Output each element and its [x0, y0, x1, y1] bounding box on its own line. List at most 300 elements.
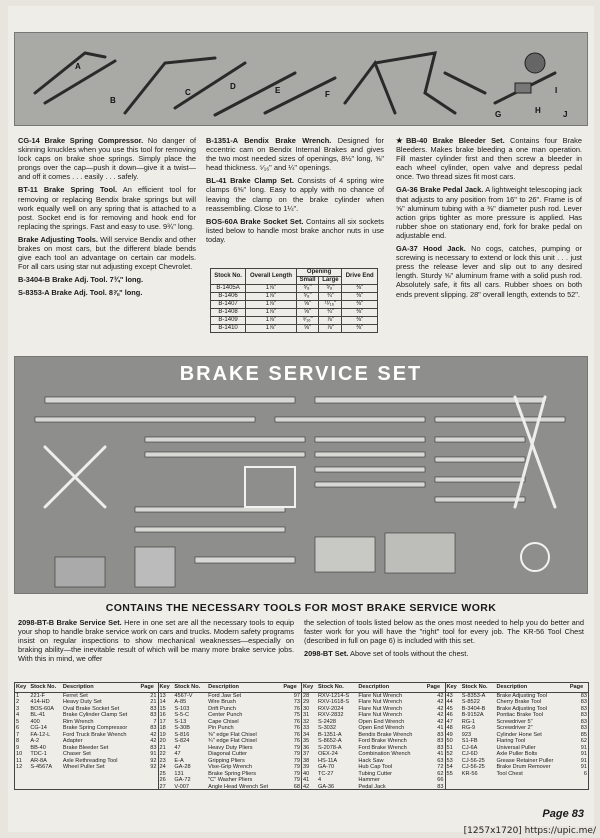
table-cell: Axle Puller Bolts	[496, 751, 538, 757]
table-cell: Brake Spring Pliers	[208, 770, 257, 777]
table-cell: 25	[159, 770, 166, 777]
text-column-1	[18, 136, 196, 302]
table-cell: 83	[580, 692, 587, 699]
table-cell: Ford Brake Wrench	[358, 738, 407, 744]
adjusting-title: Brake Adjusting Tools.	[18, 234, 98, 244]
table-cell: 21	[159, 744, 166, 751]
index-header-desc: Description	[207, 683, 282, 692]
table-cell: 49	[446, 731, 453, 738]
table-cell: 7	[153, 718, 157, 725]
table-cell: 2	[16, 699, 20, 705]
table-cell: 72	[437, 764, 444, 770]
brake-tools-photo	[14, 32, 588, 126]
table-cell: 4	[317, 777, 322, 783]
brake-service-set-title: BRAKE SERVICE SET	[179, 363, 423, 385]
table-cell: S1-FB	[461, 738, 478, 744]
table-cell: Flare Nut Wrench	[358, 705, 403, 712]
socket-table-cell: ⁵⁄₈"	[319, 285, 342, 293]
socket-table-cell: B-1408	[211, 309, 246, 317]
index-header-page: Page	[282, 683, 301, 692]
table-cell: Flare Nut Wrench	[358, 692, 403, 699]
socket-table-cell: ¹¹⁄₁₆"	[319, 301, 342, 309]
socket-table-cell: ⅜"	[342, 317, 378, 325]
table-cell: Combination Wrench	[358, 751, 411, 757]
table-cell: 43	[446, 692, 453, 699]
table-cell: 11	[16, 757, 22, 764]
table-cell: KR-56	[461, 770, 478, 777]
table-cell: CG-14	[30, 725, 47, 731]
socket-table-cell: ⁵⁄₈"	[296, 285, 319, 293]
photo-label-j: J	[563, 110, 568, 119]
table-cell: 12	[16, 764, 23, 770]
table-cell: BB-40	[30, 744, 46, 751]
col-drive: Drive End	[342, 269, 378, 285]
bb40-paragraph	[396, 136, 582, 181]
index-header-key: Key	[446, 683, 461, 692]
table-cell: 83	[580, 725, 587, 731]
table-cell: 23	[159, 757, 166, 764]
table-cell: 47	[174, 751, 181, 757]
photo-label-f: F	[325, 90, 330, 99]
table-cell: RXV-2024	[317, 705, 344, 712]
bos60a-body: Contains all six sockets listed below to handle most brake anchor nuts in use today.	[206, 216, 384, 244]
table-cell: Heavy Duty Pliers	[208, 744, 253, 751]
table-cell: 41	[303, 777, 310, 783]
table-cell: Tubing Cutter	[358, 770, 393, 777]
table-cell: Gripping Pliers	[208, 757, 245, 764]
table-cell: 31	[303, 712, 310, 718]
table-cell: 79	[293, 764, 300, 770]
socket-table-cell: ⅜"	[342, 309, 378, 317]
table-cell: 52	[446, 751, 453, 757]
table-cell: 14	[159, 699, 166, 705]
ga37-body: No cogs, catches, pumping or screwing is necessary to extend or lock this unit . . . just press the release lever and slip out to any desired length. Sturdy ⅝" aluminum frame with a solid push rod. Absolutely safe, it fits all cars. Rubber shoes on both ends prevent slipping. 28" overall length, extends to 52".	[396, 244, 582, 299]
table-cell: RXV-1214-S	[317, 692, 350, 699]
table-cell: S-3032	[317, 725, 337, 731]
table-cell: Pedal Jack	[358, 783, 386, 790]
catalog-page	[8, 6, 594, 832]
bb40-title: ★BB-40 Brake Bleeder Set.	[396, 136, 505, 145]
table-cell: Angle Head Wrench Set	[208, 783, 269, 790]
table-cell: 47	[446, 718, 453, 725]
b1351a-title: B-1351-A Bendix Brake Wrench.	[206, 136, 332, 145]
table-cell: 41	[437, 725, 444, 731]
table-cell: 45	[446, 705, 453, 712]
table-cell: 50	[446, 738, 453, 744]
col-stock: Stock No.	[211, 269, 246, 285]
table-cell: 76	[293, 718, 300, 725]
table-cell: HS-11A	[317, 757, 338, 764]
table-cell: 92	[150, 757, 157, 764]
socket-table-cell: 1⅞"	[246, 309, 297, 317]
table-cell: 83	[580, 705, 587, 712]
socket-table	[210, 268, 378, 333]
table-cell: Universal Puller	[496, 744, 536, 751]
table-cell: GA-72	[174, 777, 191, 783]
table-cell: 46	[446, 712, 453, 718]
table-cell: Hack Saw	[358, 757, 384, 764]
socket-table-cell: B-1410	[211, 325, 246, 333]
table-cell: E-A	[174, 757, 184, 764]
socket-table-row	[211, 285, 378, 293]
table-cell: 79	[293, 757, 300, 764]
table-cell: 83	[437, 738, 444, 744]
col-small: Small	[296, 277, 319, 285]
adjusting-body: Will service Bendix and other brakes on most cars, but the different blade bends give each tool an advantage on certain car models. For all cars using star nut adjusting except Chevrolet.	[18, 234, 196, 272]
table-cell: 79	[293, 751, 300, 757]
table-row	[446, 692, 589, 699]
index-header-stock: Stock No.	[317, 683, 357, 692]
ga36-body: A lightweight telescoping jack that adjusts to any position from 16" to 26". Frame is of ⅝" aluminum tubing with a ⅜" diameter push rod. Lever action grips tighter as more pressure is applied. Has rubber shoe on stationary end, fork for brake pedal on adjustable end.	[396, 185, 583, 240]
table-row	[159, 692, 302, 699]
table-cell: 76	[293, 738, 300, 744]
table-cell: 21	[150, 699, 157, 705]
table-cell: S-5-C	[174, 712, 189, 718]
b3404b-line: B-3404-B Brake Adj. Tool. 7¾" long.	[18, 275, 144, 285]
table-cell: Flare Nut Wrench	[358, 712, 403, 718]
table-cell: Heavy Duty Set	[62, 699, 102, 705]
table-cell: 39	[303, 764, 310, 770]
text-column-3	[396, 136, 582, 303]
table-cell: 29	[303, 699, 310, 705]
cg14-paragraph	[18, 136, 196, 181]
table-cell: 76	[293, 731, 300, 738]
table-cell: Pontiac Brake Tool	[496, 712, 543, 718]
table-cell: 28	[303, 692, 310, 699]
table-cell: Cylinder Hone Set	[496, 731, 542, 738]
table-cell: 68	[293, 783, 300, 790]
set-right-body: the selection of tools listed below as the ones most needed to help you do better and faster work for you will have the "right" tool for every job. The KR-56 Tool Chest (described in full on page 6) is included with this set.	[304, 618, 584, 646]
table-cell: 83	[437, 731, 444, 738]
table-row	[302, 692, 445, 699]
table-cell: 42	[150, 731, 157, 738]
table-cell: 42	[437, 692, 444, 699]
socket-table-cell: ⅝"	[296, 325, 319, 333]
table-cell: 42	[437, 718, 444, 725]
tool-index-column	[302, 683, 446, 789]
table-cell: 13	[159, 692, 166, 699]
table-row	[159, 784, 302, 791]
table-cell: 62	[580, 738, 587, 744]
index-header-desc: Description	[62, 683, 140, 692]
table-cell: TDC-1	[30, 751, 47, 757]
table-cell: 73	[293, 699, 300, 705]
table-cell: Center Punch	[208, 712, 243, 718]
set-2098-bt-b-body: Here in one set are all the necessary tools to equip your shop to handle brake service work on cars and trucks. Modern safety programs insist on regular inspections to show mechanical weaknesses—especially on braking ability—the inevitable result of which will be many more brake service jobs. With this in mind, we offer	[18, 618, 294, 664]
table-cell: 42	[437, 699, 444, 705]
socket-table-cell: 1⅞"	[246, 317, 297, 325]
table-cell: Tool Chest	[496, 770, 523, 777]
table-cell: 4567-V	[174, 692, 193, 699]
socket-table-cell: ⅜"	[342, 301, 378, 309]
table-cell: TC-27	[317, 770, 334, 777]
table-cell: Screwdriver 5"	[496, 718, 533, 725]
table-cell: Flare Nut Wrench	[358, 699, 403, 705]
ga36-paragraph	[396, 185, 582, 240]
table-cell: 79	[293, 770, 300, 777]
table-cell: Brake Cylinder Clamp Set	[62, 712, 128, 718]
bt11-body: An efficient tool for removing or replacing Bendix brake springs but will work equally well on any spring that is attached to a post. Socket end is for removing and hook end for replacing the springs. Fast and easy to use. 9¾" long.	[18, 185, 196, 231]
table-cell: 9	[16, 744, 20, 751]
photo-label-g: G	[495, 110, 502, 119]
table-cell: Bendix Brake Wrench	[358, 731, 413, 738]
table-cell: Brake Adjusting Tool	[496, 705, 548, 712]
table-cell: S-103	[174, 705, 190, 712]
table-cell: S-816	[174, 731, 190, 738]
table-cell: Cape Chisel	[208, 718, 239, 725]
photo-label-b: B	[110, 96, 116, 105]
table-cell: 21	[150, 692, 157, 699]
table-cell: Grease Retainer Puller	[496, 757, 554, 764]
b1351a-paragraph	[206, 136, 384, 172]
table-cell: Axle Rethreading Tool	[62, 757, 118, 764]
table-cell: Open End Wrench	[358, 725, 405, 731]
photo-label-i: I	[555, 86, 558, 95]
table-row	[15, 764, 158, 771]
photo-label-c: C	[185, 88, 191, 97]
table-cell: BL-41	[30, 712, 46, 718]
table-cell: Ford Jaw Set	[208, 692, 242, 699]
socket-table-cell: ⁹⁄₁₆"	[296, 317, 319, 325]
table-cell: Hub Cap Tool	[358, 764, 393, 770]
set-headline: CONTAINS THE NECESSARY TOOLS FOR MOST BRAKE SERVICE WORK	[105, 602, 497, 614]
table-cell: 36	[303, 744, 310, 751]
table-cell: Diagonal Cutter	[208, 751, 248, 757]
socket-table-cell: ⅞"	[319, 325, 342, 333]
photo-label-h: H	[535, 106, 541, 115]
table-cell: RG-9	[461, 725, 476, 731]
index-header-page: Page	[426, 683, 445, 692]
set-description-left	[18, 618, 294, 667]
table-cell: 20	[159, 738, 166, 744]
table-cell: 54	[446, 764, 453, 770]
cg14-title: CG-14 Brake Spring Compressor.	[18, 136, 144, 145]
index-header-stock: Stock No.	[173, 683, 207, 692]
photo-label-e: E	[275, 86, 281, 95]
bos60a-paragraph	[206, 217, 384, 244]
table-cell: Hammer	[358, 777, 380, 783]
table-cell: 55	[446, 770, 453, 777]
table-cell: Vise-Grip Wrench	[208, 764, 253, 770]
table-cell: S-2428	[317, 718, 337, 725]
socket-table-cell: ⅞"	[319, 317, 342, 325]
table-cell: 75	[293, 712, 300, 718]
s8353a-line: S-8353-A Brake Adj. Tool. 8⅞" long.	[18, 288, 143, 298]
set-2098-bt-title: 2098-BT Set.	[304, 649, 349, 659]
brake-tools-illustration	[15, 33, 588, 126]
table-cell: 3	[16, 705, 20, 712]
table-cell: Drift Punch	[208, 705, 236, 712]
table-cell: Screwdriver 2"	[496, 725, 533, 731]
table-cell: 83	[150, 712, 157, 718]
table-cell: 42	[150, 738, 157, 744]
index-header-desc: Description	[495, 683, 568, 692]
bl41-title: BL-41 Brake Clamp Set.	[206, 176, 294, 186]
table-cell: S-8353-A	[461, 692, 486, 699]
index-header-desc: Description	[357, 683, 425, 692]
bl41-body: Consists of 4 spring wire clamps 6⅝" long. Easy to apply with no chance of leaving the clamp on the brake cylinder when reassembling. Close to 1¼".	[206, 176, 384, 213]
table-cell: 85	[580, 731, 587, 738]
socket-table-cell: ⅜"	[342, 285, 378, 293]
table-cell: A-2	[30, 738, 40, 744]
socket-table-row	[211, 317, 378, 325]
socket-table-cell: ⅜"	[342, 325, 378, 333]
socket-table-cell: 1⅞"	[246, 293, 297, 301]
table-cell: Brake Drum Remover	[496, 764, 551, 770]
table-cell: 6	[583, 770, 587, 777]
table-cell: S-8522	[461, 699, 480, 705]
table-cell: Brake Bleeder Set	[62, 744, 109, 751]
table-cell: 32	[303, 718, 310, 725]
table-row	[15, 692, 158, 699]
table-cell: Pin Punch	[208, 725, 234, 731]
table-cell: Flaring Tool	[496, 738, 526, 744]
table-cell: 91	[580, 757, 587, 764]
socket-table-cell: ⁵⁄₈"	[296, 293, 319, 301]
table-cell: OEX-24	[317, 751, 338, 757]
table-cell: Wire Brush	[208, 699, 236, 705]
socket-table-row	[211, 301, 378, 309]
set-description-right	[304, 618, 584, 662]
table-cell: ¾" edge Flat Chisel	[208, 738, 257, 744]
table-cell: B-1351-A	[317, 731, 342, 738]
table-cell: 42	[303, 783, 310, 790]
socket-table-cell: ⅜"	[342, 293, 378, 301]
table-cell: 4	[16, 712, 20, 718]
table-cell: S-4567A	[30, 764, 53, 770]
table-cell: 97	[293, 692, 300, 699]
table-cell: B-3404-B	[461, 705, 486, 712]
table-cell: CJ-56-25	[461, 757, 485, 764]
table-cell: Chaser Set	[62, 751, 91, 757]
ga37-paragraph	[396, 244, 582, 299]
cg14-body: No danger of skinning knuckles when you use this tool for removing lock caps on brake shoe springs. Simply place the prongs over the cap—push it down—give it a twist—and off it comes . . . easily . . . safely.	[18, 136, 197, 182]
table-cell: 22	[159, 751, 166, 757]
table-cell: 34	[303, 731, 310, 738]
table-cell: 51	[446, 744, 453, 751]
table-cell: V-007	[174, 783, 190, 790]
table-cell: 91	[150, 751, 157, 757]
table-cell: 18	[159, 725, 166, 731]
table-cell: 35	[303, 738, 310, 744]
b1351a-body: Designed for eccentric cam on Bendix Internal Brakes and gives the two most needed sizes of openings, 8½" long, ⅝" head thickness. ⁵⁄₁₆" and ¼" openings.	[206, 136, 384, 173]
text-column-2	[206, 136, 384, 248]
table-cell: S-8652-A	[317, 738, 342, 744]
table-cell: RXV-1618-S	[317, 699, 350, 705]
table-cell: 30	[303, 705, 310, 712]
table-cell: Ford Brake Wrench	[358, 744, 407, 751]
table-cell: 79	[293, 777, 300, 783]
socket-table-cell: ¾"	[319, 293, 342, 301]
table-cell: 91	[580, 744, 587, 751]
bb40-body: Contains four Brake Bleeders. Makes brake bleeding a one man operation. Fill master cylinder first and then screw a bleeder in each wheel cylinder, open valve and depress pedal once. Two thread sizes fit most cars.	[396, 136, 582, 182]
table-cell: 53	[446, 757, 453, 764]
tool-index-column	[159, 683, 303, 789]
bl41-paragraph	[206, 176, 384, 212]
table-cell: Open End Wrench	[358, 718, 405, 725]
table-cell: 63	[437, 757, 444, 764]
table-cell: Adapter	[62, 738, 83, 744]
socket-table-cell: B-1407	[211, 301, 246, 309]
table-cell: 83	[580, 718, 587, 725]
photo-label-a: A	[75, 62, 81, 71]
table-cell: 42	[437, 712, 444, 718]
table-cell: AR-8A	[30, 757, 47, 764]
table-cell: ⅜" edge Flat Chisel	[208, 731, 257, 738]
table-cell: 79	[293, 744, 300, 751]
bt11-paragraph	[18, 185, 196, 230]
table-cell: 47	[174, 744, 181, 751]
index-header-key: Key	[15, 683, 29, 692]
table-cell: 40	[303, 770, 310, 777]
table-cell: 76	[293, 725, 300, 731]
col-overall: Overall Length	[246, 269, 297, 285]
index-header-key: Key	[159, 683, 174, 692]
brake-service-set-photo	[14, 356, 588, 594]
table-cell: 414-HD	[30, 699, 50, 705]
table-cell: 83	[150, 725, 157, 731]
service-set-tools-illustration	[15, 357, 588, 594]
table-cell: 83	[437, 744, 444, 751]
table-cell: 38	[303, 757, 310, 764]
table-cell: "C" Washer Pliers	[208, 777, 253, 783]
socket-table-cell: 1⅞"	[246, 301, 297, 309]
table-cell: Cherry Brake Tool	[496, 699, 542, 705]
table-cell: RG-1	[461, 718, 476, 725]
table-row	[446, 771, 589, 778]
table-cell: GA-36	[317, 783, 335, 790]
table-cell: 41	[437, 751, 444, 757]
tool-index-column	[15, 683, 159, 789]
table-cell: Wheel Puller Set	[62, 764, 105, 770]
table-cell: Rim Wrench	[62, 718, 94, 725]
table-cell: S-2078-A	[317, 744, 342, 751]
table-row	[302, 784, 445, 791]
table-cell: 76	[293, 705, 300, 712]
table-cell: 92	[150, 764, 157, 770]
table-cell: 10	[16, 751, 23, 757]
table-cell: 8	[16, 738, 20, 744]
table-cell: B-9152A	[461, 712, 484, 718]
table-cell: 83	[580, 712, 587, 718]
socket-table-row	[211, 309, 378, 317]
table-cell: 17	[159, 718, 166, 725]
table-cell: CJ-6D	[461, 751, 478, 757]
table-cell: 6	[16, 725, 20, 731]
table-cell: RXV-2832	[317, 712, 344, 718]
table-cell: A-85	[174, 699, 187, 705]
table-cell: 83	[437, 783, 444, 790]
table-cell: 83	[150, 705, 157, 712]
table-cell: 400	[30, 718, 40, 725]
table-cell: Oval Brake Socket Set	[62, 705, 120, 712]
table-cell: 83	[580, 699, 587, 705]
table-cell: 91	[580, 751, 587, 757]
bos60a-title: BOS-60A Brake Socket Set.	[206, 216, 304, 226]
set-2098-bt-body: Above set of tools without the chest.	[350, 649, 469, 659]
table-cell: 7	[16, 731, 20, 738]
tool-index-table	[14, 682, 589, 790]
table-cell: 66	[437, 777, 444, 783]
table-cell: 91	[580, 764, 587, 770]
table-cell: 1	[16, 692, 20, 699]
watermark: [1257x1720] https://upic.me/	[463, 826, 596, 836]
table-cell: 62	[437, 770, 444, 777]
table-cell: 923	[461, 731, 472, 738]
table-cell: 33	[303, 725, 310, 731]
table-cell: Brake Spring Compressor	[62, 725, 128, 731]
table-cell: 48	[446, 725, 453, 731]
